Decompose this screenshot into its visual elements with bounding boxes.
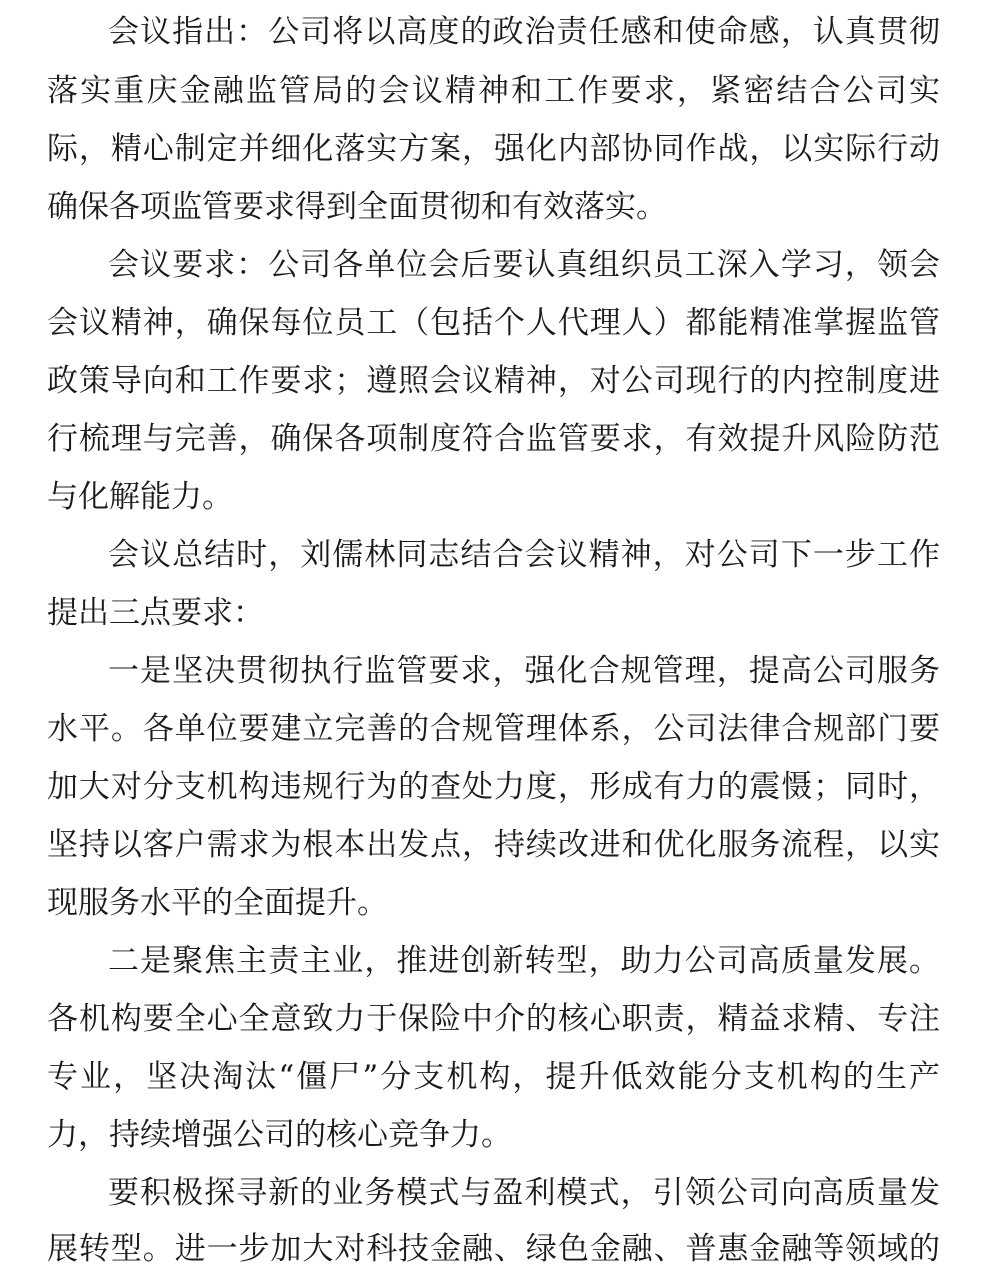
text-line: 展转型。进一步加大对科技金融、绿色金融、普惠金融等领域的 [47,1231,940,1267]
text-line: 一是坚决贯彻执行监管要求，强化合规管理，提高公司服务 [108,653,940,689]
text-line: 会议指出：公司将以高度的政治责任感和使命感，认真贯彻 [108,14,940,50]
text-line: 政策导向和工作要求；遵照会议精神，对公司现行的内控制度进 [47,363,940,399]
text-line: 二是聚焦主责主业，推进创新转型，助力公司高质量发展。 [108,943,940,979]
text-line: 坚持以客户需求为根本出发点，持续改进和优化服务流程，以实 [47,827,940,863]
text-line: 会议精神，确保每位员工（包括个人代理人）都能精准掌握监管 [47,305,940,341]
text-line: 会议要求：公司各单位会后要认真组织员工深入学习，领会 [108,247,940,283]
text-line: 行梳理与完善，确保各项制度符合监管要求，有效提升风险防范 [47,421,940,457]
text-line: 各机构要全心全意致力于保险中介的核心职责，精益求精、专注 [47,1001,940,1037]
text-line: 力，持续增强公司的核心竞争力。 [47,1117,512,1153]
text-line: 专业，坚决淘汰“僵尸”分支机构，提升低效能分支机构的生产 [47,1059,940,1095]
text-line: 落实重庆金融监管局的会议精神和工作要求，紧密结合公司实 [47,73,940,109]
text-line: 水平。各单位要建立完善的合规管理体系，公司法律合规部门要 [47,711,940,747]
text-line: 要积极探寻新的业务模式与盈利模式，引领公司向高质量发 [108,1175,940,1211]
text-line: 确保各项监管要求得到全面贯彻和有效落实。 [47,189,667,225]
text-line: 现服务水平的全面提升。 [47,885,388,921]
text-line: 会议总结时，刘儒林同志结合会议精神，对公司下一步工作 [108,537,940,573]
text-line: 加大对分支机构违规行为的查处力度，形成有力的震慑；同时， [47,769,940,805]
text-line: 与化解能力。 [47,479,233,515]
text-line: 际，精心制定并细化落实方案，强化内部协同作战，以实际行动 [47,131,940,167]
text-line: 提出三点要求： [47,595,264,631]
